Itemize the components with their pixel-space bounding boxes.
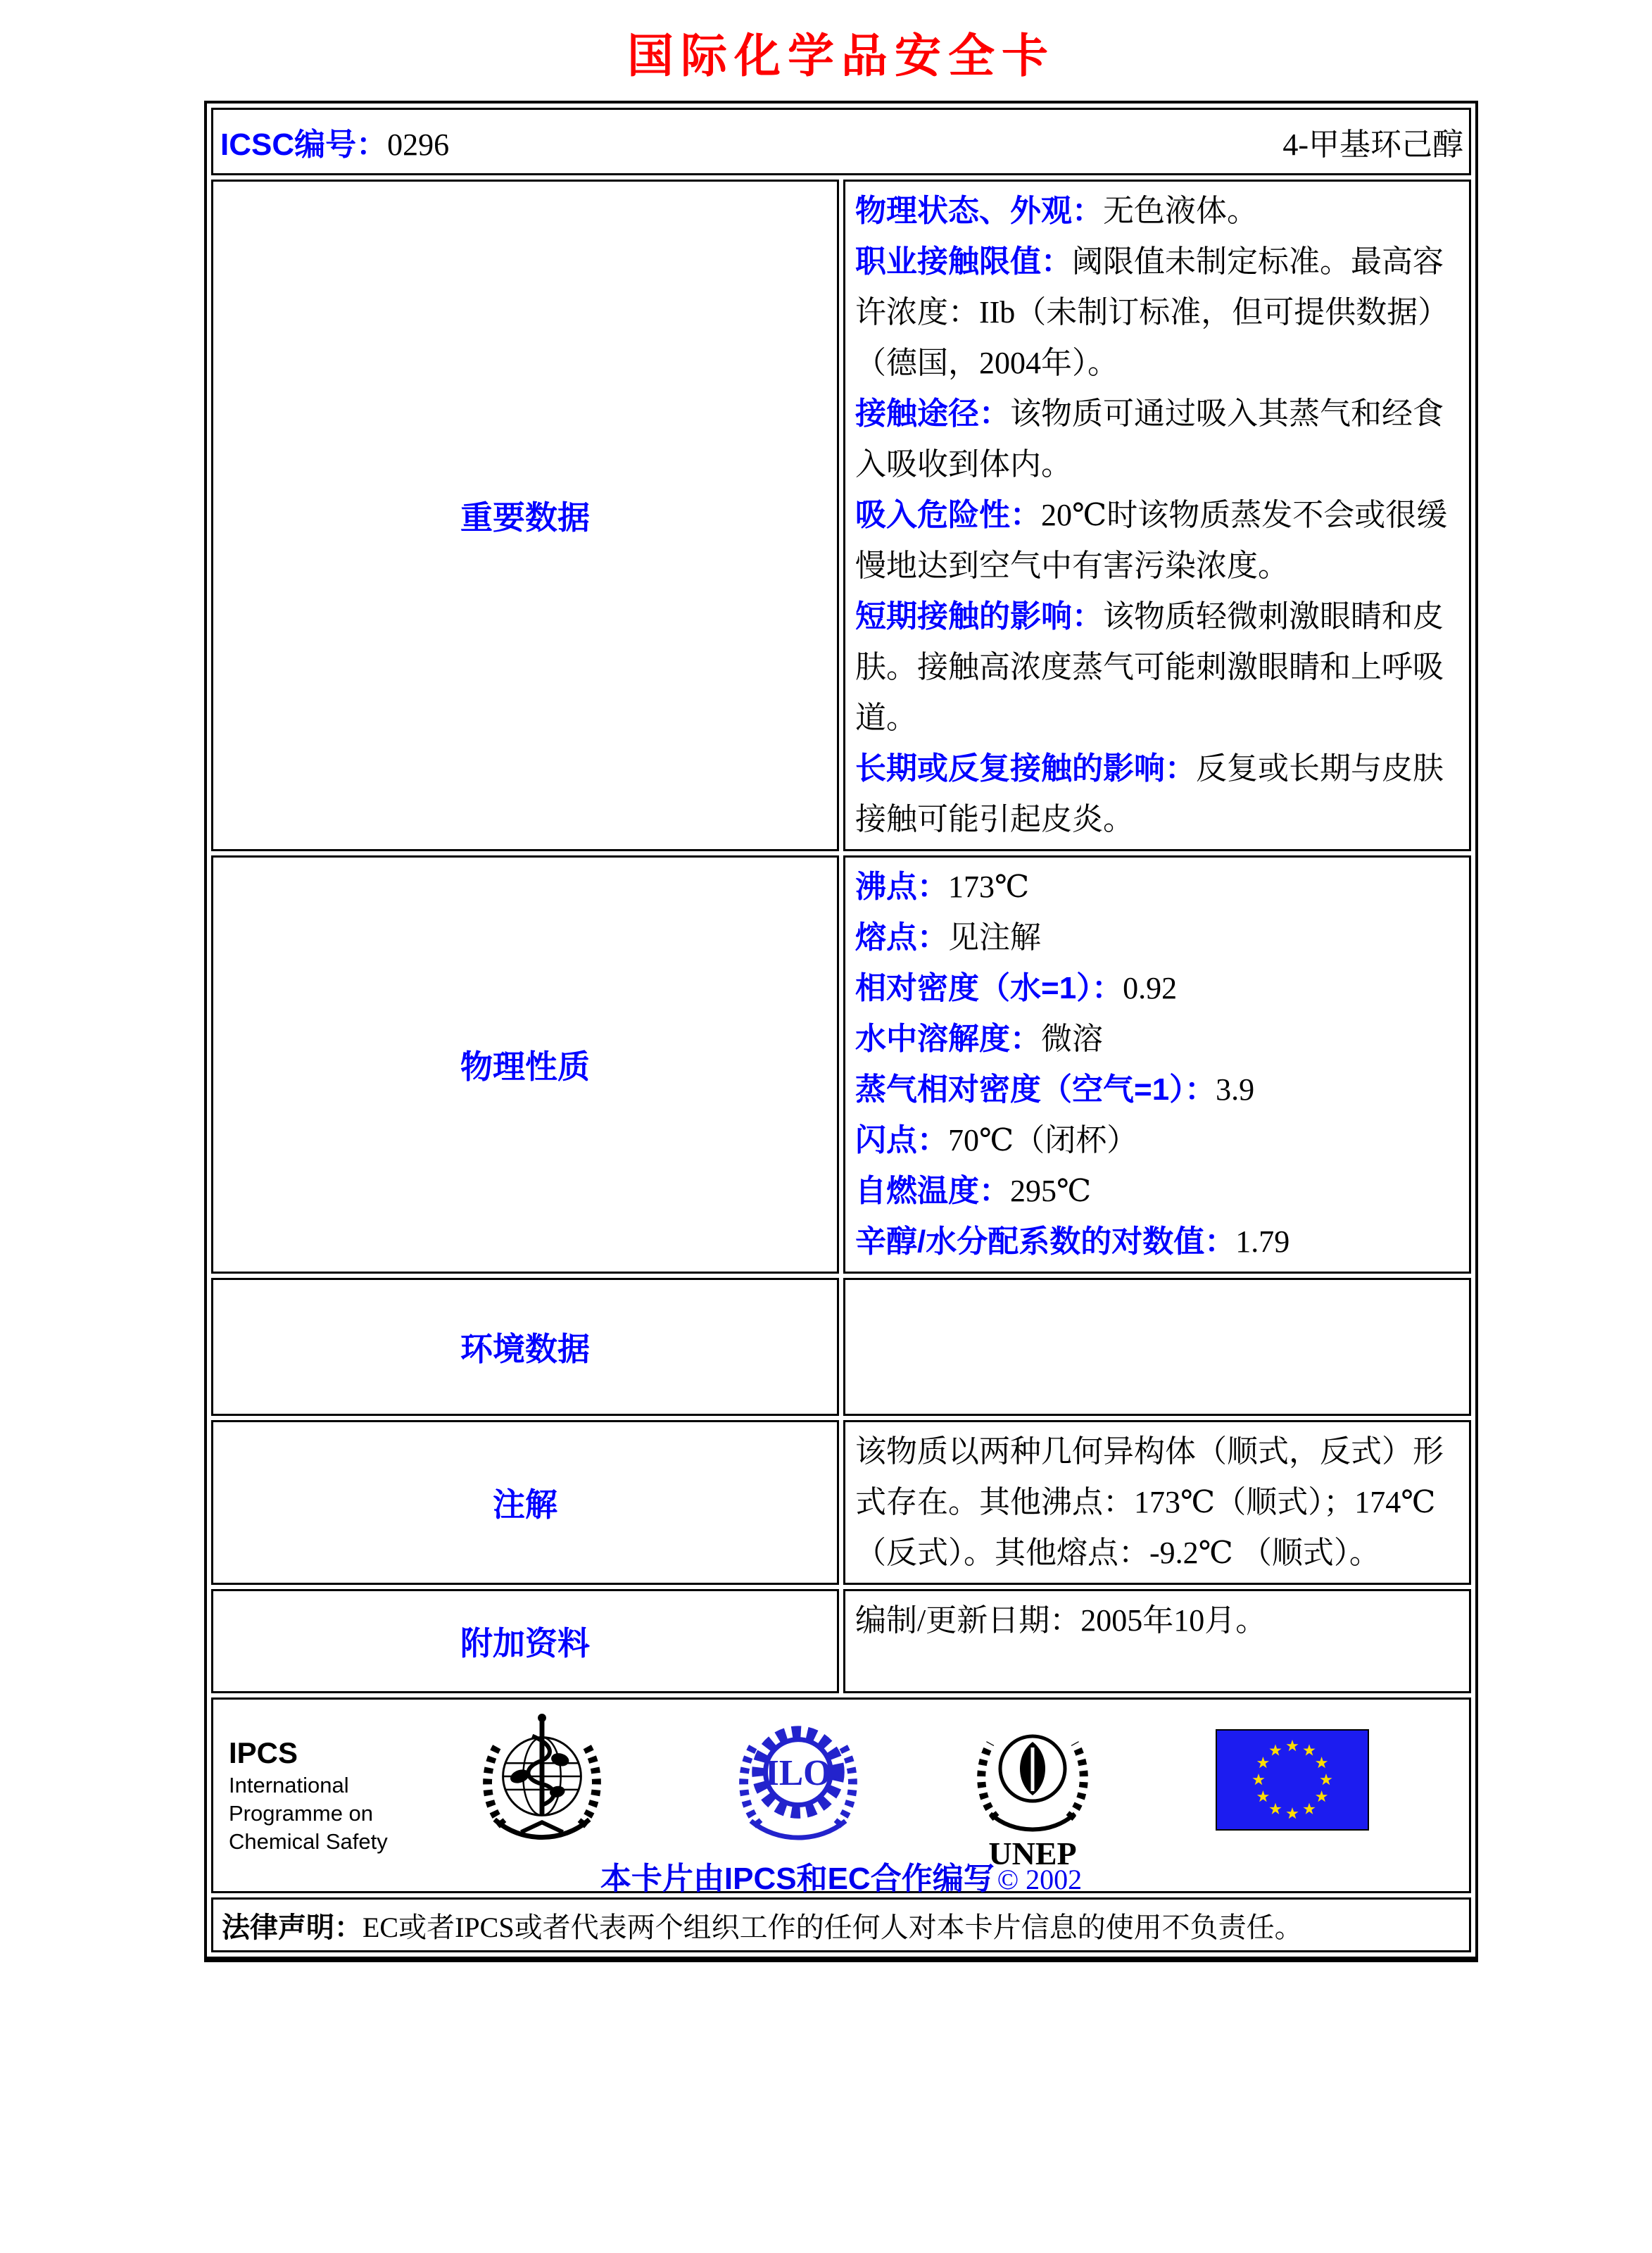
property-line (855, 1115, 1462, 1166)
physical-properties-label: 物理性质 (211, 855, 839, 1274)
footer-caption-text: 本卡片由IPCS和EC合作编写 (600, 1862, 995, 1896)
icsc-card-table (204, 101, 1478, 1962)
property-key: 短期接触的影响： (855, 599, 1103, 634)
icsc-number-label: ICSC编号： (220, 127, 388, 162)
ipcs-line-2: Programme on (229, 1801, 374, 1826)
property-line (855, 1166, 1462, 1217)
page-title: 国际化学品安全卡 (627, 28, 1055, 83)
property-key: 自燃温度： (855, 1174, 1010, 1208)
property-line (855, 1217, 1462, 1267)
footer-caption (213, 1853, 1469, 1898)
property-value: 无色液体。 (1103, 194, 1258, 228)
legal-row (211, 1897, 1471, 1952)
property-line (855, 1014, 1462, 1065)
notes-row (211, 1420, 1471, 1585)
notes-content (843, 1420, 1471, 1585)
property-line (855, 591, 1462, 743)
unep-logo-icon (962, 1707, 1103, 1878)
property-value: 反复或长期与皮肤接触可能引起皮炎。 (855, 751, 1444, 836)
property-key: 水中溶解度： (855, 1022, 1041, 1056)
svg-text:ILO: ILO (764, 1752, 832, 1793)
property-value: 1.79 (1235, 1224, 1290, 1259)
ipcs-acronym: IPCS (229, 1736, 298, 1769)
legal-label: 法律声明： (222, 1912, 362, 1943)
physical-properties-content (843, 855, 1471, 1274)
environmental-data-row (211, 1278, 1471, 1416)
property-key: 熔点： (855, 920, 948, 955)
property-key: 接触途径： (855, 396, 1010, 431)
legal-text: EC或者IPCS或者代表两个组织工作的任何人对本卡片信息的使用不负责任。 (362, 1911, 1303, 1943)
property-value: 该物质轻微刺激眼睛和皮肤。接触高浓度蒸气可能刺激眼睛和上呼吸道。 (855, 599, 1444, 735)
property-value: 295℃ (1010, 1174, 1092, 1208)
important-data-row (211, 180, 1471, 851)
who-logo-icon (479, 1709, 605, 1852)
property-key: 物理状态、外观： (855, 194, 1103, 228)
footer-caption-year: © 2002 (997, 1864, 1083, 1895)
legal-cell (211, 1897, 1471, 1952)
header-row (211, 108, 1471, 175)
notes-label: 注解 (211, 1420, 839, 1585)
property-key: 辛醇/水分配系数的对数值： (855, 1224, 1236, 1259)
notes-text: 该物质以两种几何异构体（顺式，反式）形式存在。其他沸点：173℃（顺式）；174℃（反式）。其他熔点：-9.2℃ （顺式）。 (855, 1434, 1444, 1570)
property-key: 职业接触限值： (855, 244, 1072, 279)
property-key: 长期或反复接触的影响： (855, 751, 1196, 786)
icsc-number (220, 119, 449, 164)
additional-info-content (843, 1589, 1471, 1693)
additional-info-text: 编制/更新日期：2005年10月。 (855, 1603, 1267, 1638)
property-line (855, 389, 1462, 490)
property-line (855, 490, 1462, 591)
property-key: 吸入危险性： (855, 498, 1041, 532)
property-key: 蒸气相对密度（空气=1）： (855, 1072, 1216, 1107)
property-value: 见注解 (948, 920, 1041, 955)
property-value: 70℃（闭杯） (948, 1123, 1138, 1157)
icsc-number-value: 0296 (387, 127, 450, 162)
logos-row (211, 1697, 1471, 1893)
property-value: 173℃ (948, 870, 1030, 904)
additional-info-label: 附加资料 (211, 1589, 839, 1693)
property-key: 相对密度（水=1）： (855, 971, 1123, 1005)
important-data-label: 重要数据 (211, 180, 839, 851)
property-line (855, 1065, 1462, 1115)
important-data-content (843, 180, 1471, 851)
environmental-data-label: 环境数据 (211, 1278, 839, 1416)
property-key: 沸点： (855, 870, 948, 904)
header-cell (211, 108, 1471, 175)
property-value: 该物质可通过吸入其蒸气和经食入吸收到体内。 (855, 396, 1444, 482)
chemical-name: 4-甲基环己醇 (1282, 127, 1463, 162)
property-line (855, 912, 1462, 963)
property-line (855, 743, 1462, 845)
property-value: 20℃时该物质蒸发不会或很缓慢地达到空气中有害污染浓度。 (855, 498, 1448, 583)
property-value: 微溶 (1041, 1022, 1103, 1056)
ipcs-line-3: Chemical Safety (229, 1829, 388, 1854)
logos-cell (211, 1697, 1471, 1896)
property-value: 3.9 (1216, 1072, 1255, 1107)
eu-flag-icon (1216, 1729, 1369, 1834)
ipcs-line-1: International (229, 1773, 349, 1797)
property-line (855, 862, 1462, 912)
svg-text:UNEP: UNEP (988, 1835, 1077, 1871)
ilo-logo-icon (736, 1709, 861, 1852)
property-line (855, 963, 1462, 1014)
environmental-data-content (843, 1278, 1471, 1416)
property-key: 闪点： (855, 1123, 948, 1157)
property-line (855, 237, 1462, 389)
property-line (855, 186, 1462, 237)
additional-info-row (211, 1589, 1471, 1693)
ipcs-text-block (229, 1735, 388, 1856)
property-value: 阈限值未制定标准。最高容许浓度：IIb（未制订标准，但可提供数据）（德国，2004年）。 (855, 244, 1449, 380)
property-value: 0.92 (1123, 971, 1178, 1005)
physical-properties-row (211, 855, 1471, 1274)
